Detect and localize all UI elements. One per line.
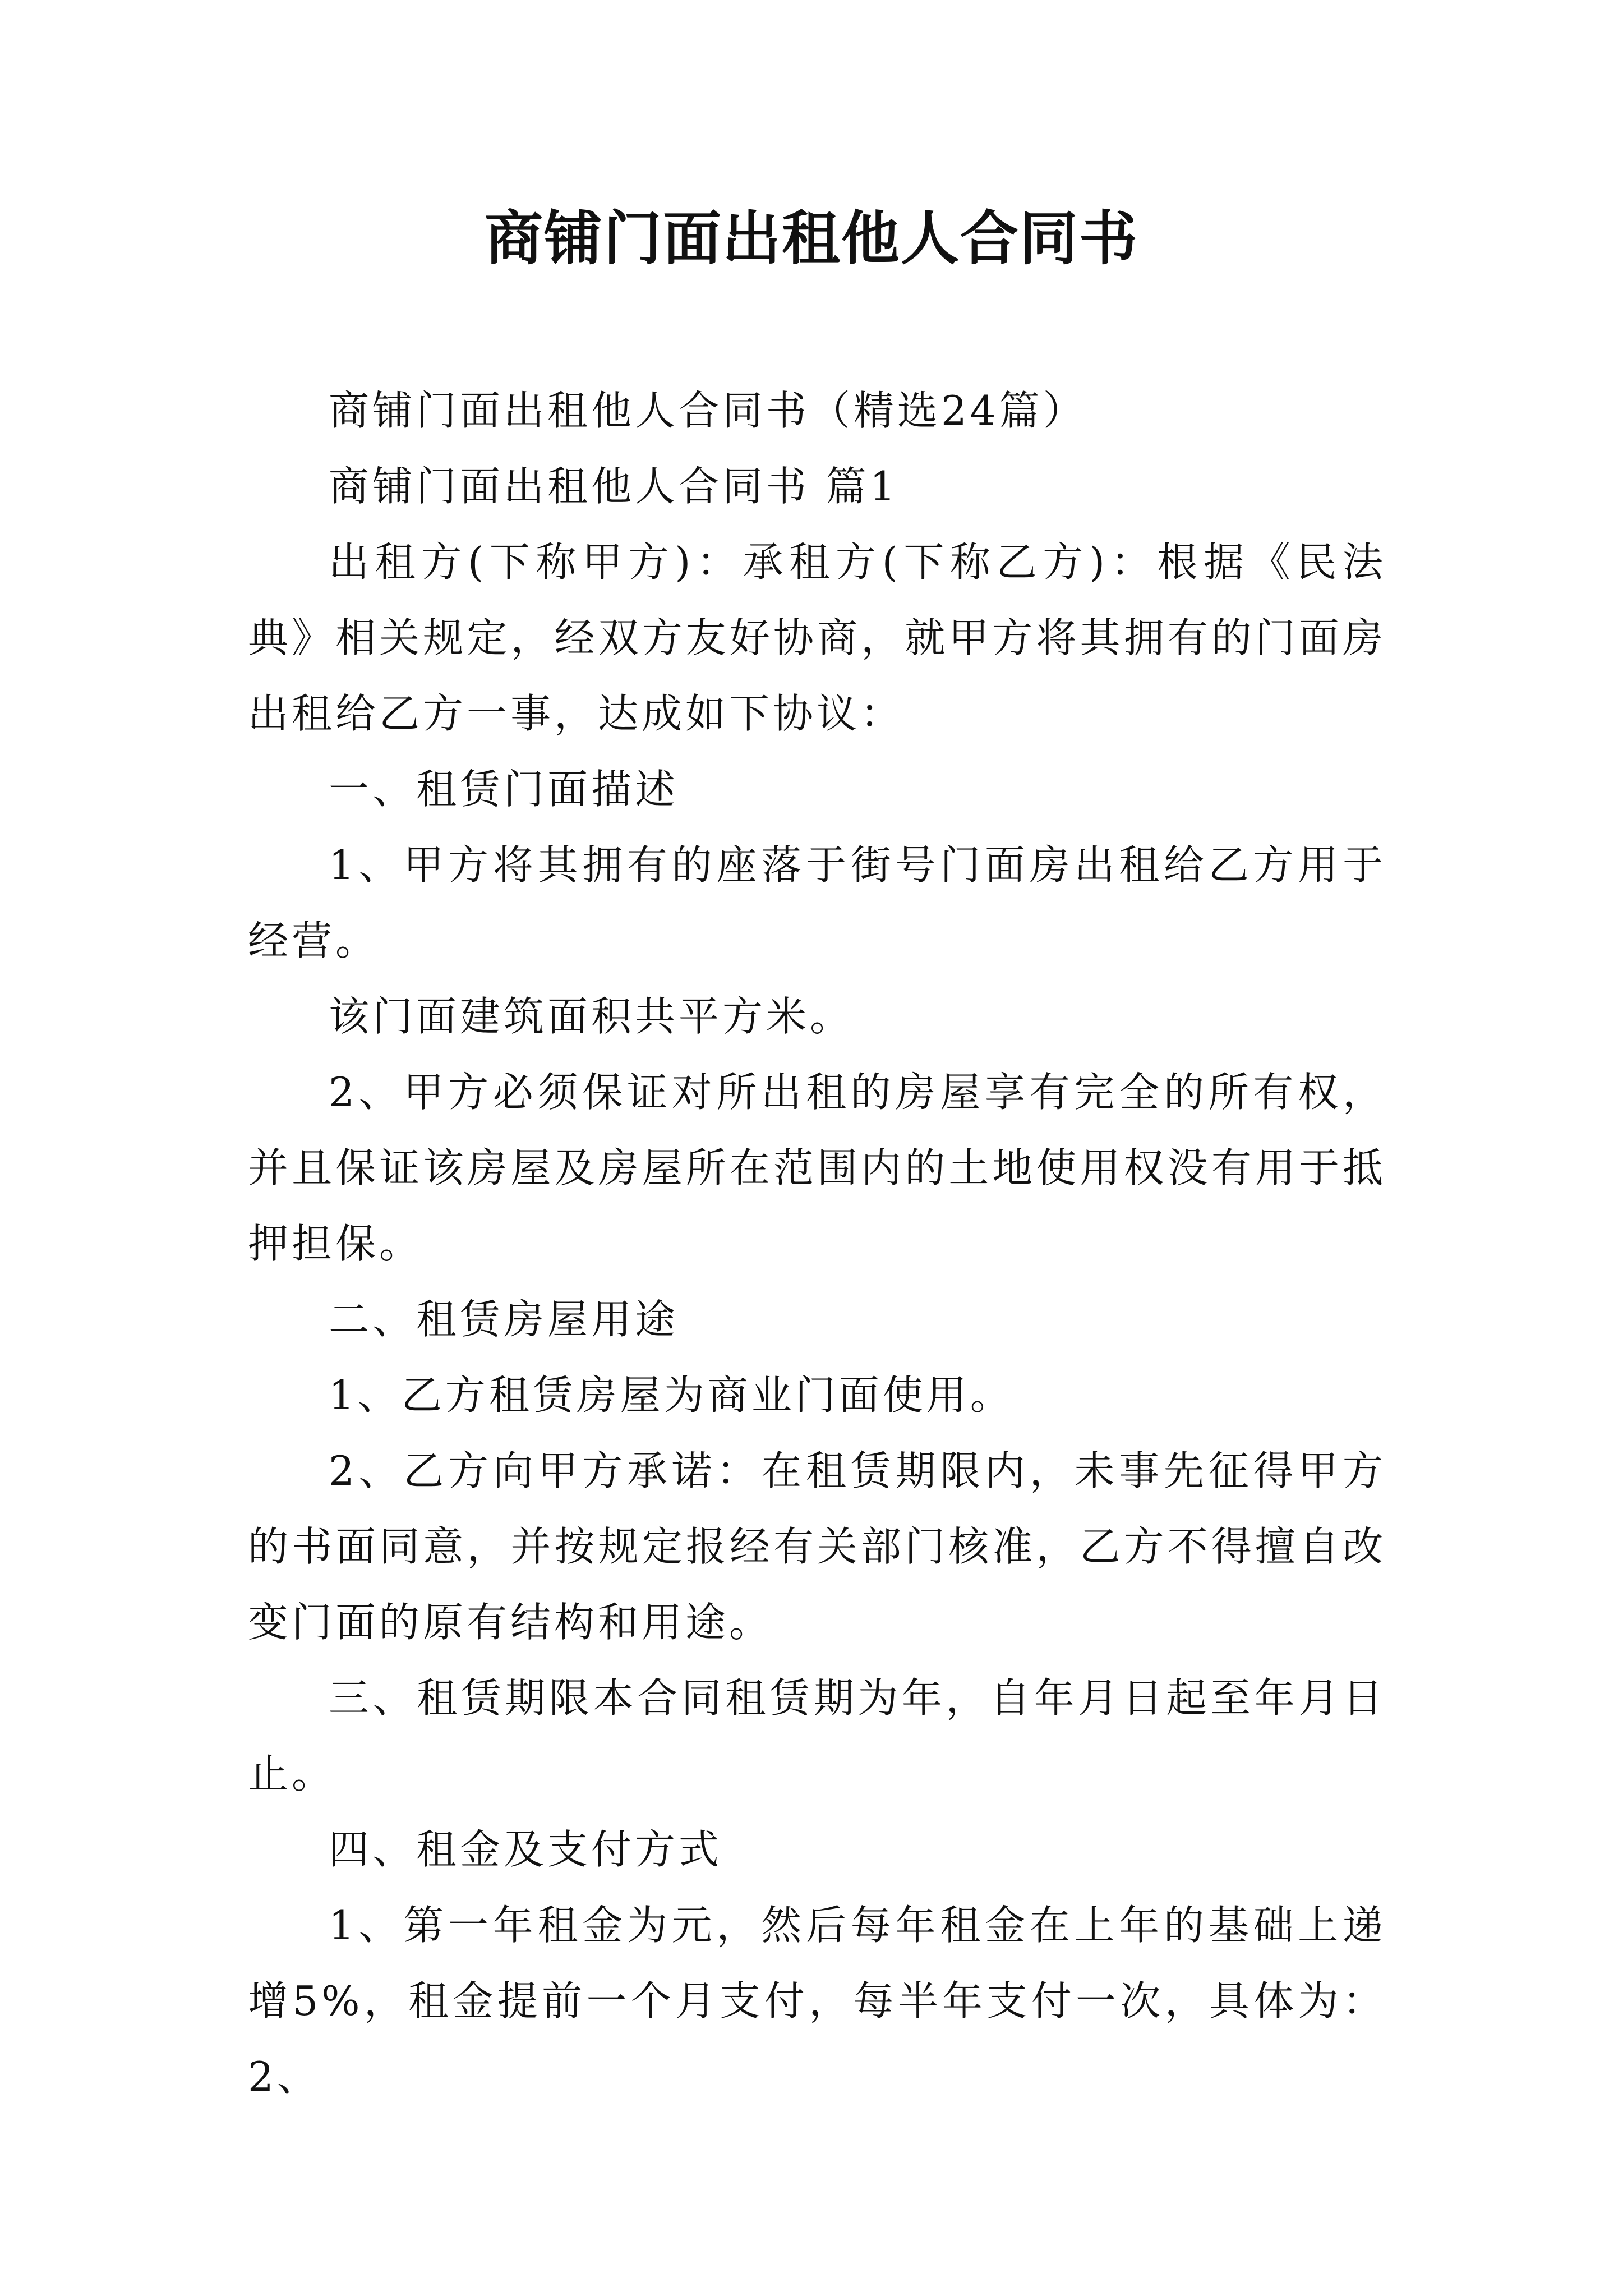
paragraph-clause-4-1: 1、第一年租金为元，然后每年租金在上年的基础上递增5%，租金提前一个月支付，每半年支付一次，具体为：2、 [248, 1902, 1386, 2100]
document-title: 商铺门面出租他人合同书 [484, 204, 1138, 273]
paragraph-clause-heading-2: 二、租赁房屋用途 [329, 1296, 679, 1343]
paragraph-collection-title: 商铺门面出租他人合同书（精选24篇） [329, 387, 1087, 434]
document-body [248, 373, 1386, 2115]
paragraph-clause-3: 三、租赁期限本合同租赁期为年，自年月日起至年月日止。 [248, 1674, 1386, 1797]
paragraph-clause-heading-1: 一、租赁门面描述 [329, 766, 679, 813]
paragraph-parties: 出租方(下称甲方)：承租方(下称乙方)：根据《民法典》相关规定，经双方友好协商，就甲方将其拥有的门面房出租给乙方一事，达成如下协议： [248, 539, 1386, 737]
paragraph-clause-1-2: 2、甲方必须保证对所出租的房屋享有完全的所有权，并且保证该房屋及房屋所在范围内的土地使用权没有用于抵押担保。 [248, 1069, 1386, 1267]
paragraph-clause-1-1: 1、甲方将其拥有的座落于街号门面房出租给乙方用于经营。 [248, 841, 1386, 964]
paragraph-area: 该门面建筑面积共平方米。 [329, 993, 854, 1040]
paragraph-clause-2-1: 1、乙方租赁房屋为商业门面使用。 [329, 1372, 1014, 1419]
paragraph-section-heading: 商铺门面出租他人合同书 篇1 [329, 463, 899, 510]
paragraph-clause-heading-4: 四、租金及支付方式 [329, 1826, 723, 1873]
paragraph-clause-2-2: 2、乙方向甲方承诺：在租赁期限内，未事先征得甲方的书面同意，并按规定报经有关部门核准，乙方不得擅自改变门面的原有结构和用途。 [248, 1447, 1386, 1646]
